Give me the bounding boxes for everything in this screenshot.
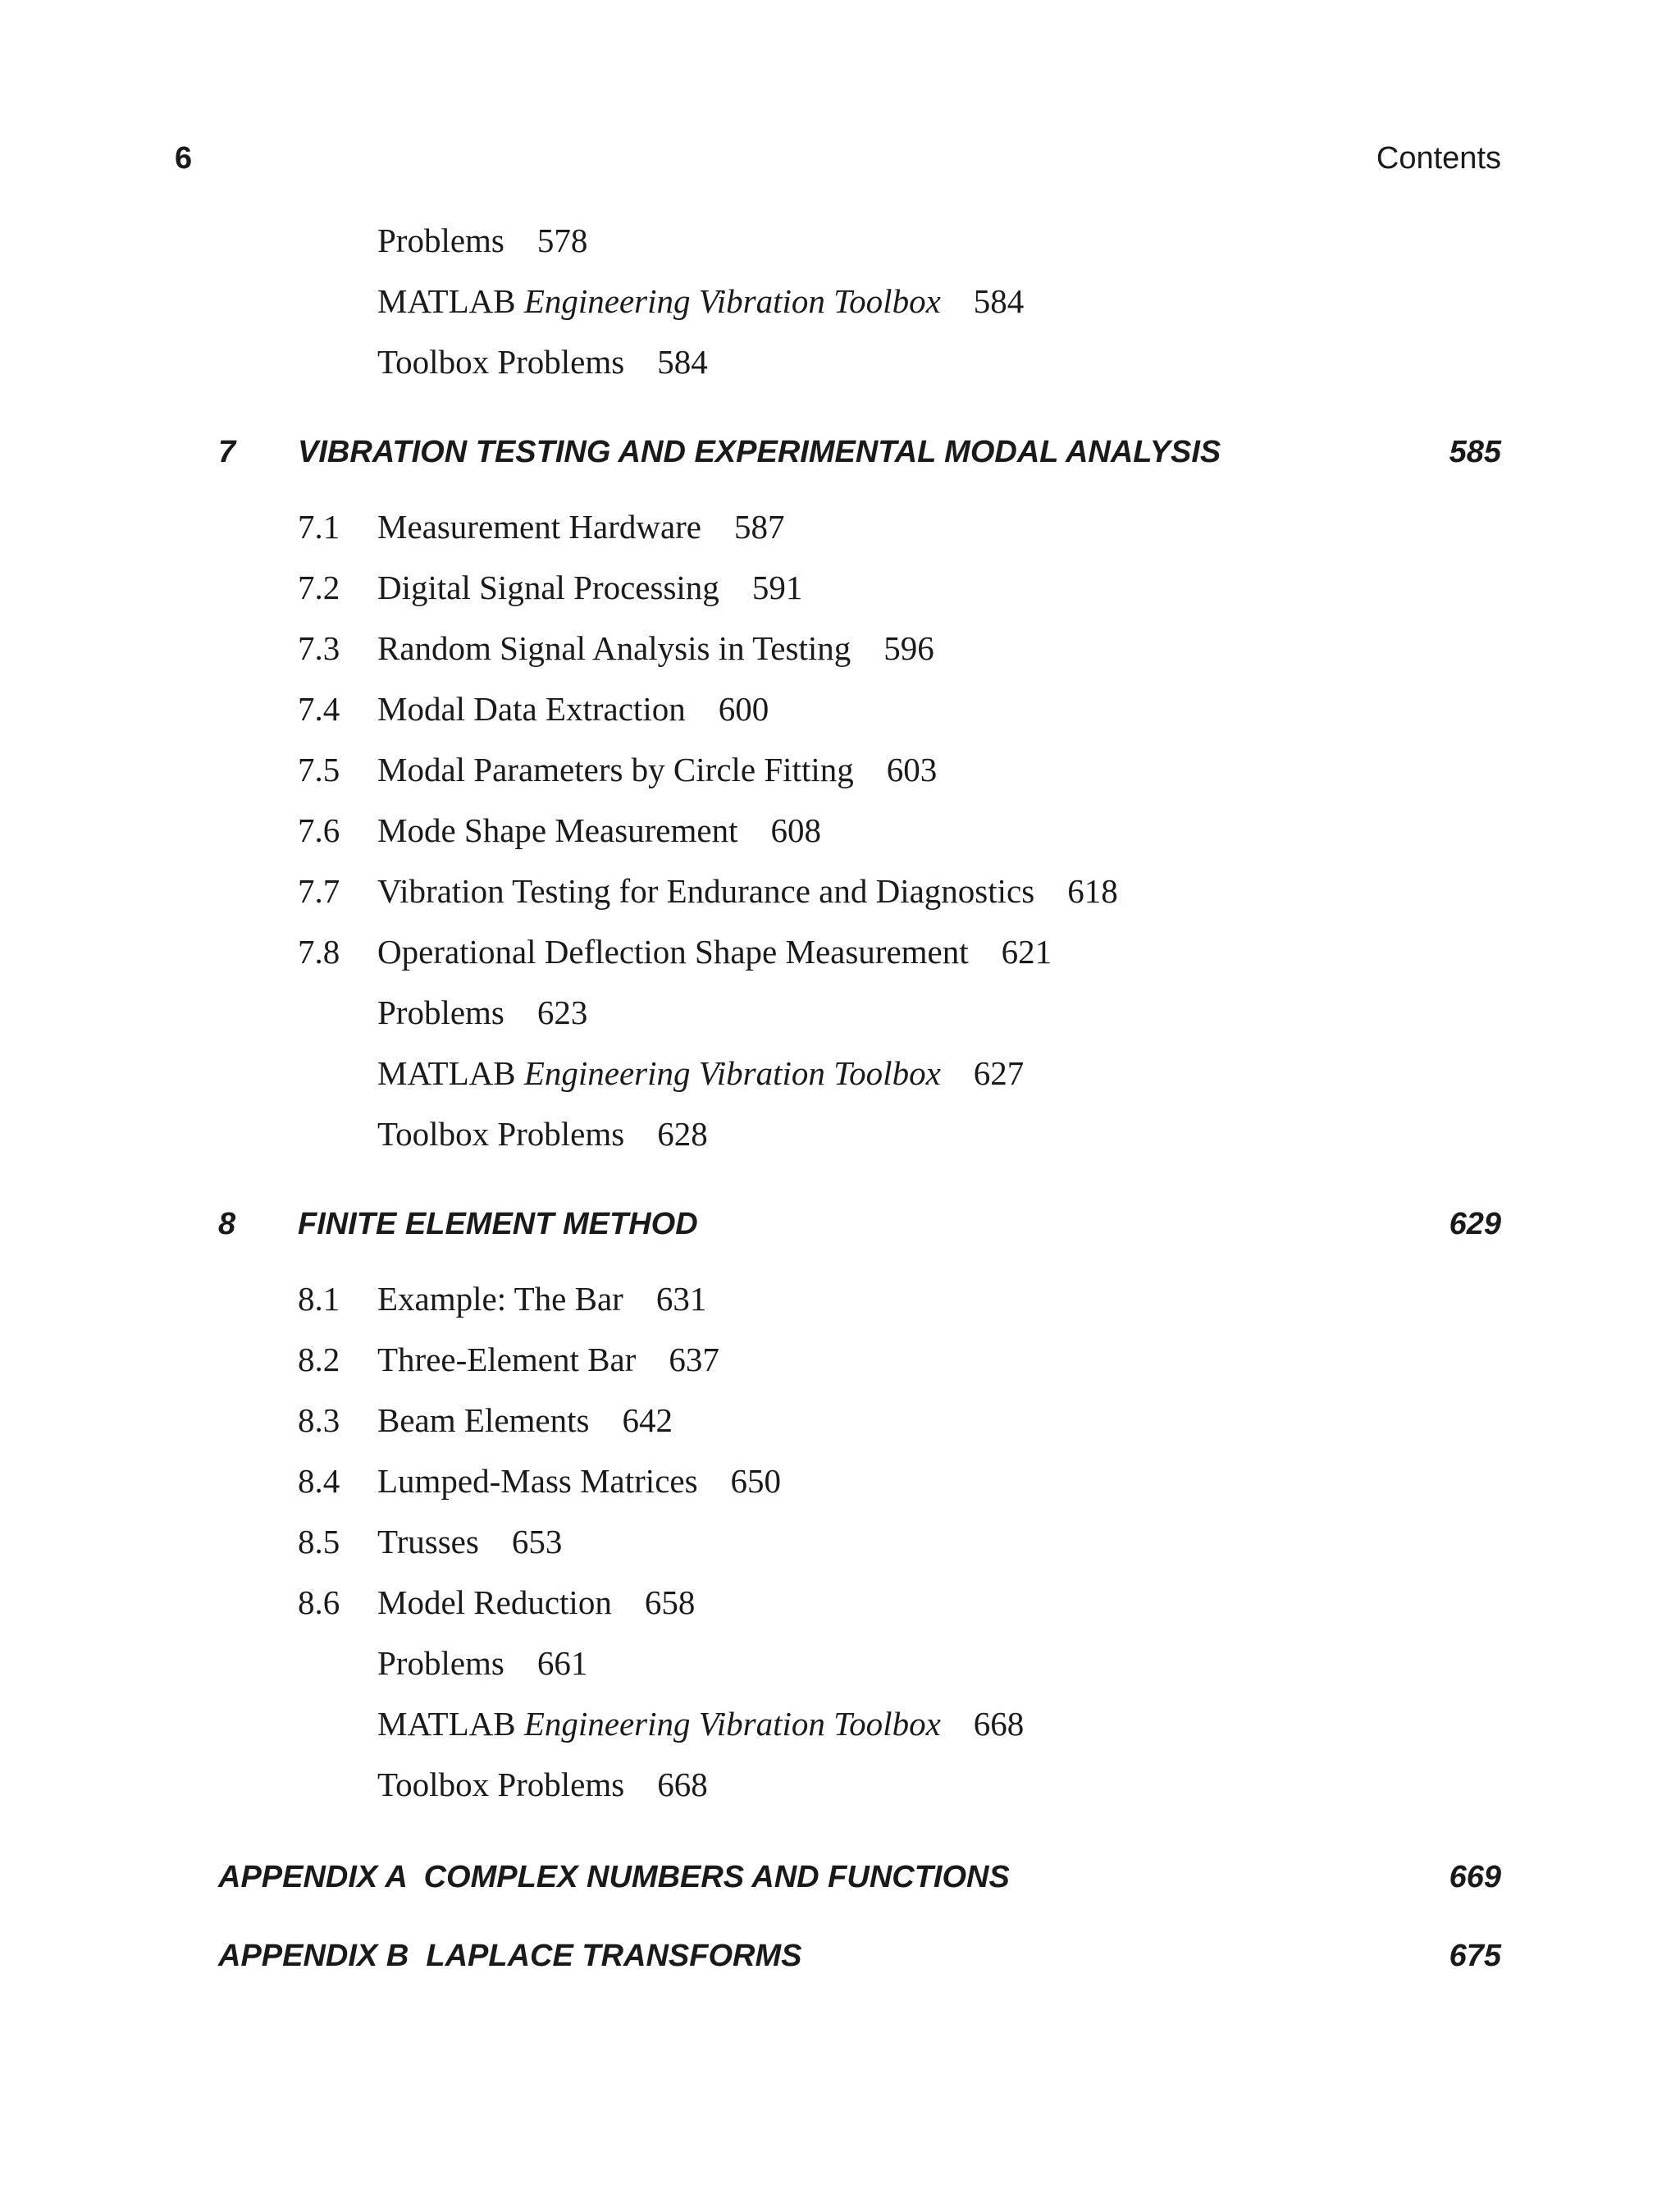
section-title: Vibration Testing for Endurance and Diagnostics — [377, 872, 1035, 910]
section-title: Digital Signal Processing — [377, 569, 719, 606]
toc-entry-title: Toolbox Problems — [377, 1766, 625, 1803]
running-head: Contents — [1376, 141, 1501, 176]
toc-section-8-2[interactable] — [298, 1329, 1501, 1390]
toc-entry-problems[interactable] — [298, 982, 1501, 1043]
toc-entry-matlab-toolbox[interactable] — [298, 1043, 1501, 1103]
toc-section-7-4[interactable] — [298, 678, 1501, 739]
section-page: 658 — [644, 1583, 696, 1621]
toc-entry-title-prefix: MATLAB — [377, 282, 524, 320]
appendix-heading-b[interactable] — [218, 1917, 1501, 1995]
toc-section-7-8[interactable] — [298, 921, 1501, 982]
table-of-contents — [218, 210, 1501, 1995]
toc-entry-toolbox-problems[interactable] — [298, 1754, 1501, 1815]
toc-section-8-6[interactable] — [298, 1572, 1501, 1633]
section-title: Operational Deflection Shape Measurement — [377, 933, 969, 971]
chapter-number: 8 — [218, 1206, 236, 1241]
toc-entry-page: 668 — [657, 1766, 708, 1803]
toc-entry-page: 627 — [973, 1054, 1025, 1092]
toc-section-8-5[interactable] — [298, 1511, 1501, 1572]
section-number: 8.2 — [298, 1341, 340, 1378]
toc-entry-title — [377, 1704, 941, 1743]
toc-section-8-3[interactable] — [298, 1390, 1501, 1451]
chapter-heading-7[interactable] — [218, 414, 1501, 490]
section-number: 8.5 — [298, 1523, 340, 1560]
section-title: Random Signal Analysis in Testing — [377, 629, 851, 667]
section-page: 600 — [718, 690, 769, 728]
section-page: 596 — [883, 629, 934, 667]
section-number: 7.8 — [298, 933, 340, 971]
section-page: 650 — [730, 1462, 782, 1500]
section-page: 621 — [1001, 933, 1052, 971]
toc-entry-toolbox-problems[interactable] — [298, 331, 1501, 392]
appendix-heading-a[interactable] — [218, 1838, 1501, 1917]
toc-section-7-2[interactable] — [298, 557, 1501, 618]
chapter-heading-8[interactable] — [218, 1186, 1501, 1262]
section-title: Three-Element Bar — [377, 1341, 637, 1378]
toc-section-8-4[interactable] — [298, 1451, 1501, 1511]
section-number: 8.6 — [298, 1583, 340, 1621]
appendix-title: APPENDIX A COMPLEX NUMBERS AND FUNCTIONS — [218, 1859, 1010, 1894]
section-number: 8.1 — [298, 1280, 340, 1318]
toc-entry-title: Toolbox Problems — [377, 1115, 625, 1153]
toc-entry-title-italic: Engineering Vibration Toolbox — [523, 1054, 941, 1092]
section-page: 642 — [622, 1401, 673, 1439]
toc-section-8-1[interactable] — [298, 1268, 1501, 1329]
section-page: 587 — [734, 508, 785, 546]
toc-entry-matlab-toolbox[interactable] — [298, 271, 1501, 331]
chapter-title: FINITE ELEMENT METHOD — [298, 1206, 698, 1241]
section-page: 631 — [655, 1280, 707, 1318]
toc-entry-title-prefix: MATLAB — [377, 1054, 524, 1092]
toc-entry-page: 668 — [973, 1705, 1025, 1743]
section-number: 7.1 — [298, 508, 340, 546]
section-page: 637 — [669, 1341, 719, 1378]
section-number: 7.5 — [298, 751, 340, 788]
toc-section-7-1[interactable] — [298, 496, 1501, 557]
page-number: 6 — [175, 141, 193, 176]
chapter-number: 7 — [218, 434, 236, 469]
section-title: Beam Elements — [377, 1401, 590, 1439]
section-number: 8.3 — [298, 1401, 340, 1439]
section-number: 8.4 — [298, 1462, 340, 1500]
toc-entry-title-italic: Engineering Vibration Toolbox — [523, 1705, 941, 1743]
section-number: 7.3 — [298, 629, 340, 667]
toc-entry-page: 578 — [536, 222, 588, 259]
toc-section-7-3[interactable] — [298, 618, 1501, 678]
section-page: 603 — [886, 751, 938, 788]
toc-entry-title: Problems — [377, 222, 504, 259]
toc-entry-toolbox-problems[interactable] — [298, 1103, 1501, 1164]
section-title: Modal Data Extraction — [377, 690, 686, 728]
chapter-page: 629 — [1449, 1206, 1501, 1241]
section-number: 7.2 — [298, 569, 340, 606]
toc-section-7-7[interactable] — [298, 861, 1501, 921]
section-page: 608 — [770, 811, 821, 849]
section-title: Measurement Hardware — [377, 508, 702, 546]
toc-entry-title — [377, 281, 941, 321]
toc-entry-title — [377, 1053, 941, 1093]
toc-entry-title: Problems — [377, 1644, 504, 1682]
toc-entry-page: 584 — [973, 282, 1025, 320]
section-page: 653 — [511, 1523, 563, 1560]
section-page: 591 — [751, 569, 803, 606]
toc-entry-page: 623 — [536, 994, 588, 1031]
section-title: Lumped-Mass Matrices — [377, 1462, 698, 1500]
page-header — [175, 136, 1501, 185]
chapter-page: 585 — [1449, 434, 1501, 469]
chapter-title: VIBRATION TESTING AND EXPERIMENTAL MODAL ANALYSIS — [298, 434, 1221, 469]
toc-entry-matlab-toolbox[interactable] — [298, 1693, 1501, 1754]
toc-entry-title: Problems — [377, 994, 504, 1031]
section-title: Mode Shape Measurement — [377, 811, 738, 849]
section-title: Example: The Bar — [377, 1280, 623, 1318]
section-title: Trusses — [377, 1523, 479, 1560]
toc-entry-problems[interactable] — [298, 1633, 1501, 1693]
section-page: 618 — [1067, 872, 1118, 910]
section-title: Model Reduction — [377, 1583, 612, 1621]
toc-entry-page: 584 — [657, 343, 708, 381]
toc-entry-page: 661 — [536, 1644, 588, 1682]
section-number: 7.6 — [298, 811, 340, 849]
appendix-title: APPENDIX B LAPLACE TRANSFORMS — [218, 1938, 802, 1973]
section-title: Modal Parameters by Circle Fitting — [377, 751, 854, 788]
toc-entry-problems[interactable] — [298, 210, 1501, 271]
toc-entry-title: Toolbox Problems — [377, 343, 625, 381]
section-number: 7.7 — [298, 872, 340, 910]
appendix-page: 675 — [1449, 1938, 1501, 1973]
toc-entry-title-italic: Engineering Vibration Toolbox — [523, 282, 941, 320]
toc-section-7-6[interactable] — [298, 800, 1501, 861]
appendix-page: 669 — [1449, 1859, 1501, 1894]
toc-section-7-5[interactable] — [298, 739, 1501, 800]
toc-entry-title-prefix: MATLAB — [377, 1705, 524, 1743]
section-number: 7.4 — [298, 690, 340, 728]
toc-entry-page: 628 — [657, 1115, 708, 1153]
